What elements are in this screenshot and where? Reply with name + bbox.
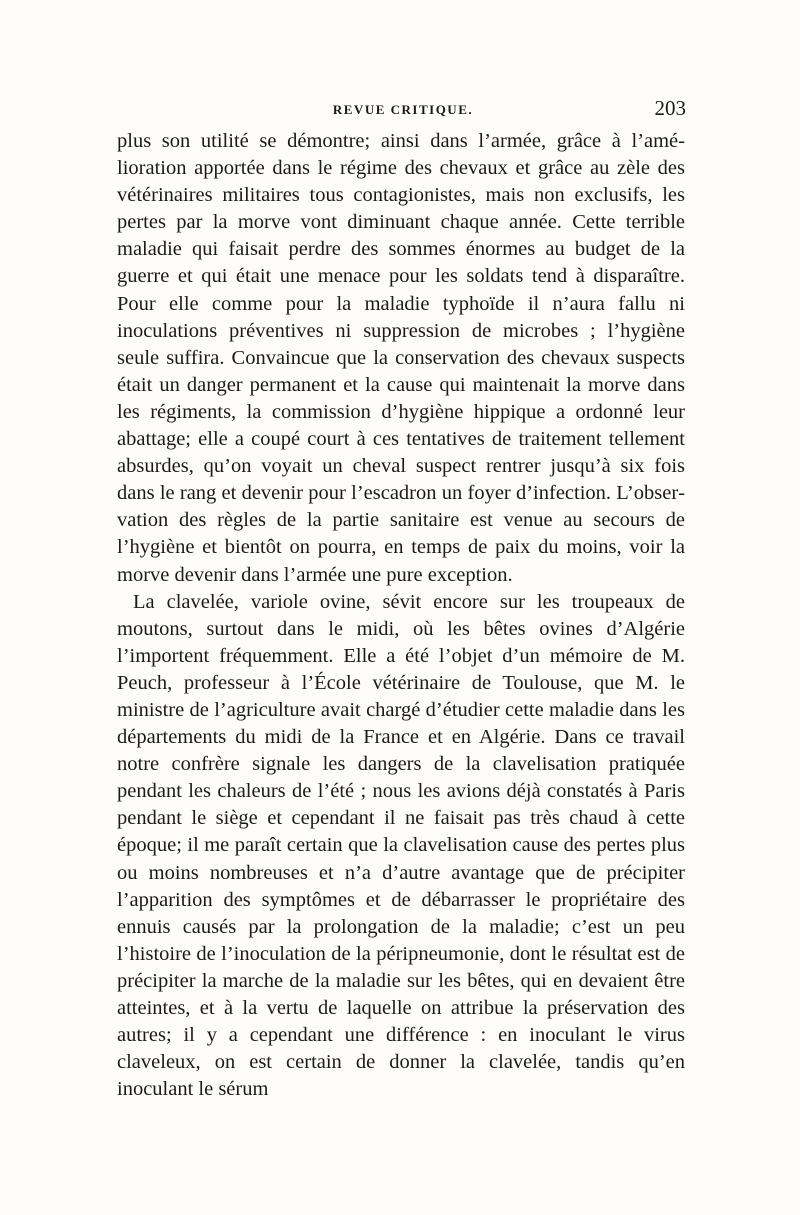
body-text — [117, 128, 685, 1103]
page-number: 203 — [654, 96, 686, 120]
paragraph-clavelee: La clavelée, variole ovine, sévit encore sur les troupeaux de moutons, surtout dans le midi, où les bêtes ovines d’Algérie l’importent fréquemment. Elle a été l’objet d’un mémoire de M. Peuch, professeur à l’École vétérinaire de Toulouse, que M. le ministre de l’agriculture avait chargé d’étudier cette maladie dans les départements du midi de la France et en Algérie. Dans ce travail notre confrère signale les dangers de la clavelisation pratiquée pendant les chaleurs de l’été ; nous les avions déjà constatés à Paris pendant le siège et cependant il ne faisait pas très chaud à cette époque; il me paraît certain que la clavelisation cause des pertes plus ou moins nombreuses et n’a d’autre avantage que de précipiter l’apparition des symptômes et de débarrasser le propriétaire des ennuis causés par la prolongation de la maladie; c’est un peu l’histoire de l’inoculation de la péripneumonie, dont le résultat est de précipiter la marche de la maladie sur les bêtes, qui en devaient être atteintes, et à la vertu de laquelle on attribue la préservation des autres; il y a cependant une différence : en inoculant le virus claveleux, on est certain de donner la clavelée, tandis qu’en inoculant le sérum — [117, 590, 685, 1101]
running-head — [120, 96, 686, 126]
header-title: REVUE CRITIQUE. — [332, 102, 474, 117]
paragraph-morve: plus son utilité se démontre; ainsi dans l’armée, grâce à l’amélioration apportée dans le régime des chevaux et grâce au zèle des vétérinaires militaires tous contagionistes, mais non exclusifs, les pertes par la morve vont diminuant chaque année. Cette terrible maladie qui faisait perdre des sommes énormes au budget de la guerre et qui était une menace pour les soldats tend à disparaître. Pour elle comme pour la maladie typhoïde il n’aura fallu ni inoculations préventives ni suppression de microbes ; l’hygiène seule suffira. Convaincue que la conservation des chevaux suspects était un danger permanent et la cause qui maintenait la morve dans les régiments, la commission d’hygiène hippique a ordonné leur abattage; elle a coupé court à ces tentatives de traitement tellement absurdes, qu’on voyait un cheval suspect rentrer jusqu’à six fois dans le rang et devenir pour l’escadron un foyer d’infection. L’observation des règles de la partie sanitaire est venue au secours de l’hygiène et bientôt on pourra, en temps de paix du moins, voir la morve devenir dans l’armée une pure exception. — [117, 130, 685, 586]
